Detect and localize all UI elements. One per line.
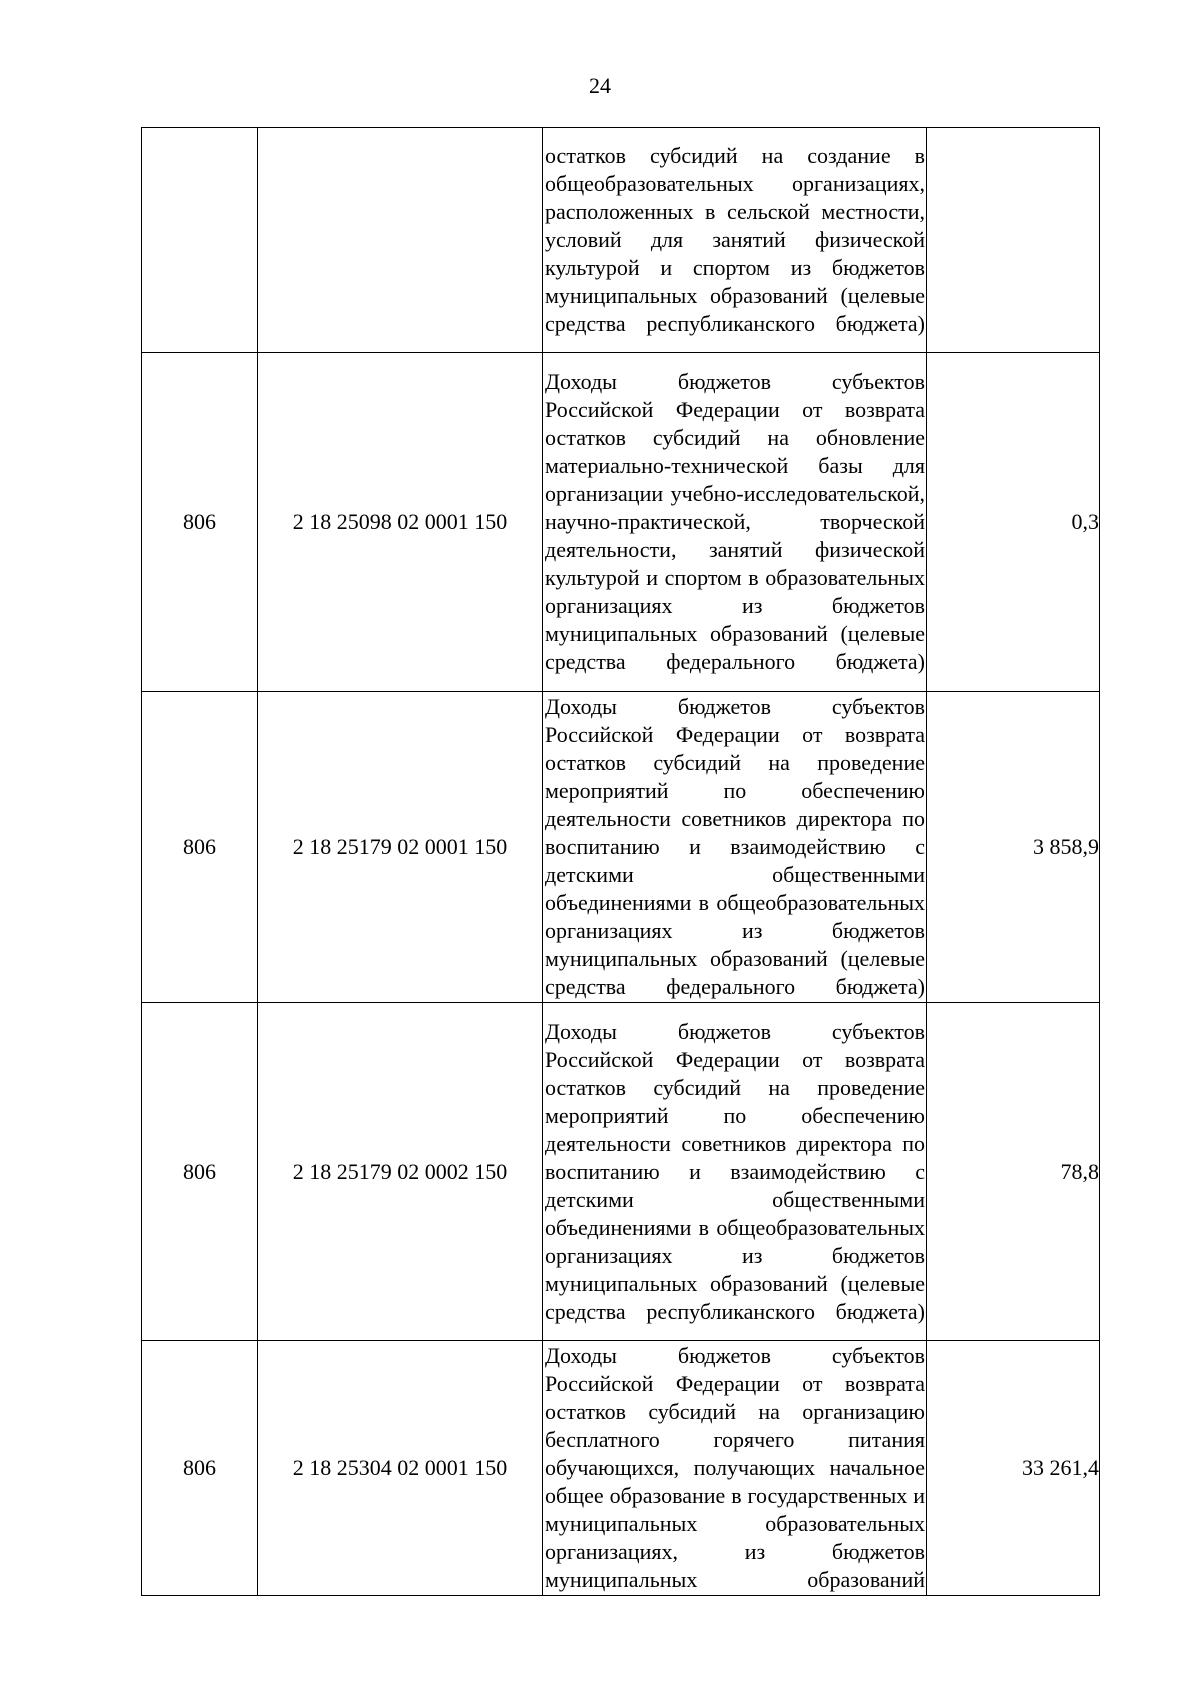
income-name-text: остатков субсидий на создание в общеобразовательных организациях, расположенных в сельской местности, условий для занятий физической культурой и спортом из бюджетов муниципальных образований (целевые средства республиканского бюджета): [545, 143, 925, 336]
amount-cell: 78,8: [927, 1003, 1100, 1341]
admin-code-cell: [142, 128, 258, 353]
admin-code-cell: 806: [142, 1003, 258, 1341]
income-name-cell: [543, 692, 927, 1003]
income-code-cell: 2 18 25304 02 0001 150: [258, 1341, 543, 1596]
table-row: [142, 692, 1100, 1003]
admin-code-cell: 806: [142, 353, 258, 692]
income-table: [141, 127, 1100, 1596]
income-name-cell: [543, 353, 927, 692]
income-code-cell: 2 18 25179 02 0002 150: [258, 1003, 543, 1341]
income-name-cell: [543, 1003, 927, 1341]
page-number: 24: [589, 73, 611, 98]
income-name-text: Доходы бюджетов субъектов Российской Федерации от возврата остатков субсидий на обновление материально-технической базы для организации учебно-исследовательской, научно-практической, творческой деятельности, занятий физической культурой и спортом в образовательных организациях из бюджетов муниципальных образований (целевые средства федерального бюджета): [545, 369, 925, 674]
income-name-cell: [543, 1341, 927, 1596]
income-name-text: Доходы бюджетов субъектов Российской Федерации от возврата остатков субсидий на проведение мероприятий по обеспечению деятельности советников директора по воспитанию и взаимодействию с детскими общественными объединениями в общеобразовательных организациях из бюджетов муниципальных образований (целевые средства федерального бюджета): [545, 694, 925, 999]
admin-code-cell: 806: [142, 1341, 258, 1596]
income-name-cell: [543, 128, 927, 353]
amount-cell: 3 858,9: [927, 692, 1100, 1003]
admin-code-cell: 806: [142, 692, 258, 1003]
amount-cell: [927, 128, 1100, 353]
table-row: [142, 353, 1100, 692]
income-name-text: Доходы бюджетов субъектов Российской Федерации от возврата остатков субсидий на проведение мероприятий по обеспечению деятельности советников директора по воспитанию и взаимодействию с детскими общественными объединениями в общеобразовательных организациях из бюджетов муниципальных образований (целевые средства республиканского бюджета): [545, 1018, 925, 1324]
income-name-text: Доходы бюджетов субъектов Российской Федерации от возврата остатков субсидий на организацию бесплатного горячего питания обучающихся, получающих начальное общее образование в государственных и муниципальных образовательных организациях, из бюджетов муниципальных образований: [545, 1343, 925, 1592]
income-code-cell: 2 18 25098 02 0001 150: [258, 353, 543, 692]
table-row: [142, 1003, 1100, 1341]
amount-cell: 33 261,4: [927, 1341, 1100, 1596]
table-row: [142, 128, 1100, 353]
amount-cell: 0,3: [927, 353, 1100, 692]
income-code-cell: [258, 128, 543, 353]
table-row: [142, 1341, 1100, 1596]
income-code-cell: 2 18 25179 02 0001 150: [258, 692, 543, 1003]
